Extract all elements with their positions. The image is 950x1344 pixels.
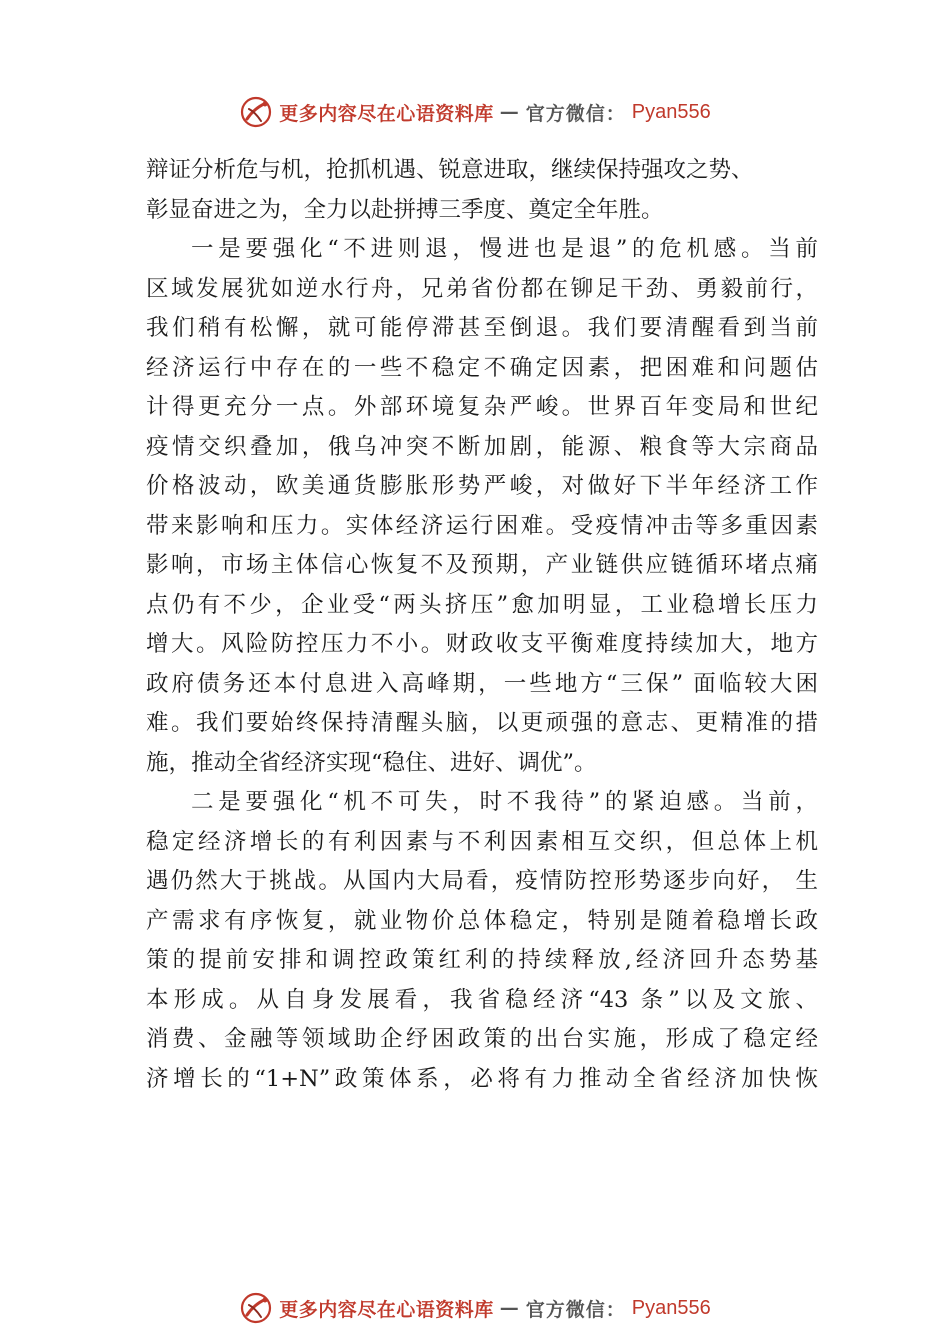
- text-line: 带来影响和压力。实体经济运行困难。受疫情冲击等多重因素: [146, 512, 818, 539]
- watermark-handle: Pyan556: [631, 100, 711, 123]
- watermark-official-label: 官方微信：: [525, 1298, 626, 1321]
- text-line: 价格波动，欧美通货膨胀形势严峻，对做好下半年经济工作: [146, 473, 818, 499]
- text-line: 稳定经济增长的有利因素与不利因素相互交织，但总体上机: [146, 828, 818, 855]
- brush-seal-icon: [239, 95, 273, 129]
- watermark-official-label: 官方微信：: [525, 102, 626, 125]
- text-line: 彰显奋进之为，全力以赴拼搏三季度、奠定全年胜。: [146, 196, 664, 223]
- watermark-brand-text: 更多内容尽在心语资料库: [279, 102, 494, 125]
- text-line: 政府债务还本付息进入高峰期，一些地方“三保” 面临较大困: [146, 670, 818, 697]
- text-line: 策的提前安排和调控政策红利的持续释放,经济回升态势基: [146, 947, 818, 973]
- text-line: 辩证分析危与机，抢抓机遇、锐意进取，继续保持强攻之势、: [146, 157, 754, 183]
- text-line: 影响，市场主体信心恢复不及预期，产业链供应链循环堵点痛: [146, 552, 818, 578]
- text-line: 一是要强化“不进则退，慢进也是退”的危机感。当前: [191, 236, 818, 262]
- brush-seal-icon: [239, 1291, 273, 1325]
- text-line: 济增长的“1+N”政策体系，必将有力推动全省经济加快恢: [146, 1065, 818, 1092]
- text-line: 难。我们要始终保持清醒头脑，以更顽强的意志、更精准的措: [146, 710, 818, 736]
- watermark-brand-text: 更多内容尽在心语资料库: [279, 1298, 494, 1321]
- text-line: 疫情交织叠加，俄乌冲突不断加剧，能源、粮食等大宗商品: [146, 433, 818, 460]
- watermark-dash: —: [499, 1297, 520, 1319]
- text-line: 消费、金融等领域助企纾困政策的出台实施，形成了稳定经: [146, 1026, 818, 1052]
- text-line: 增大。风险防控压力不小。财政收支平衡难度持续加大，地方: [146, 631, 818, 657]
- text-line: 我们稍有松懈，就可能停滞甚至倒退。我们要清醒看到当前: [146, 315, 818, 341]
- watermark-handle: Pyan556: [631, 1296, 711, 1319]
- text-line: 施，推动全省经济实现“稳住、进好、调优”。: [146, 749, 597, 776]
- text-line: 计得更充分一点。外部环境复杂严峻。世界百年变局和世纪: [146, 394, 818, 420]
- text-line: 遇仍然大于挑战。从国内大局看，疫情防控形势逐步向好， 生: [146, 868, 818, 894]
- text-line: 经济运行中存在的一些不稳定不确定因素，把困难和问题估: [146, 354, 818, 381]
- document-body: [146, 151, 818, 1099]
- text-line: 区域发展犹如逆水行舟，兄弟省份都在铆足干劲、勇毅前行，: [146, 275, 818, 302]
- watermark-dash: —: [499, 101, 520, 123]
- text-line: 点仍有不少，企业受“两头挤压”愈加明显，工业稳增长压力: [146, 591, 818, 618]
- watermark-banner-bottom: [0, 1288, 950, 1328]
- text-line: 二是要强化“机不可失，时不我待”的紧迫感。当前，: [191, 789, 818, 815]
- watermark-banner-top: [0, 92, 950, 132]
- text-line: 本形成。从自身发展看，我省稳经济“43 条”以及文旅、: [146, 986, 818, 1013]
- text-line: 产需求有序恢复，就业物价总体稳定，特别是随着稳增长政: [146, 907, 818, 934]
